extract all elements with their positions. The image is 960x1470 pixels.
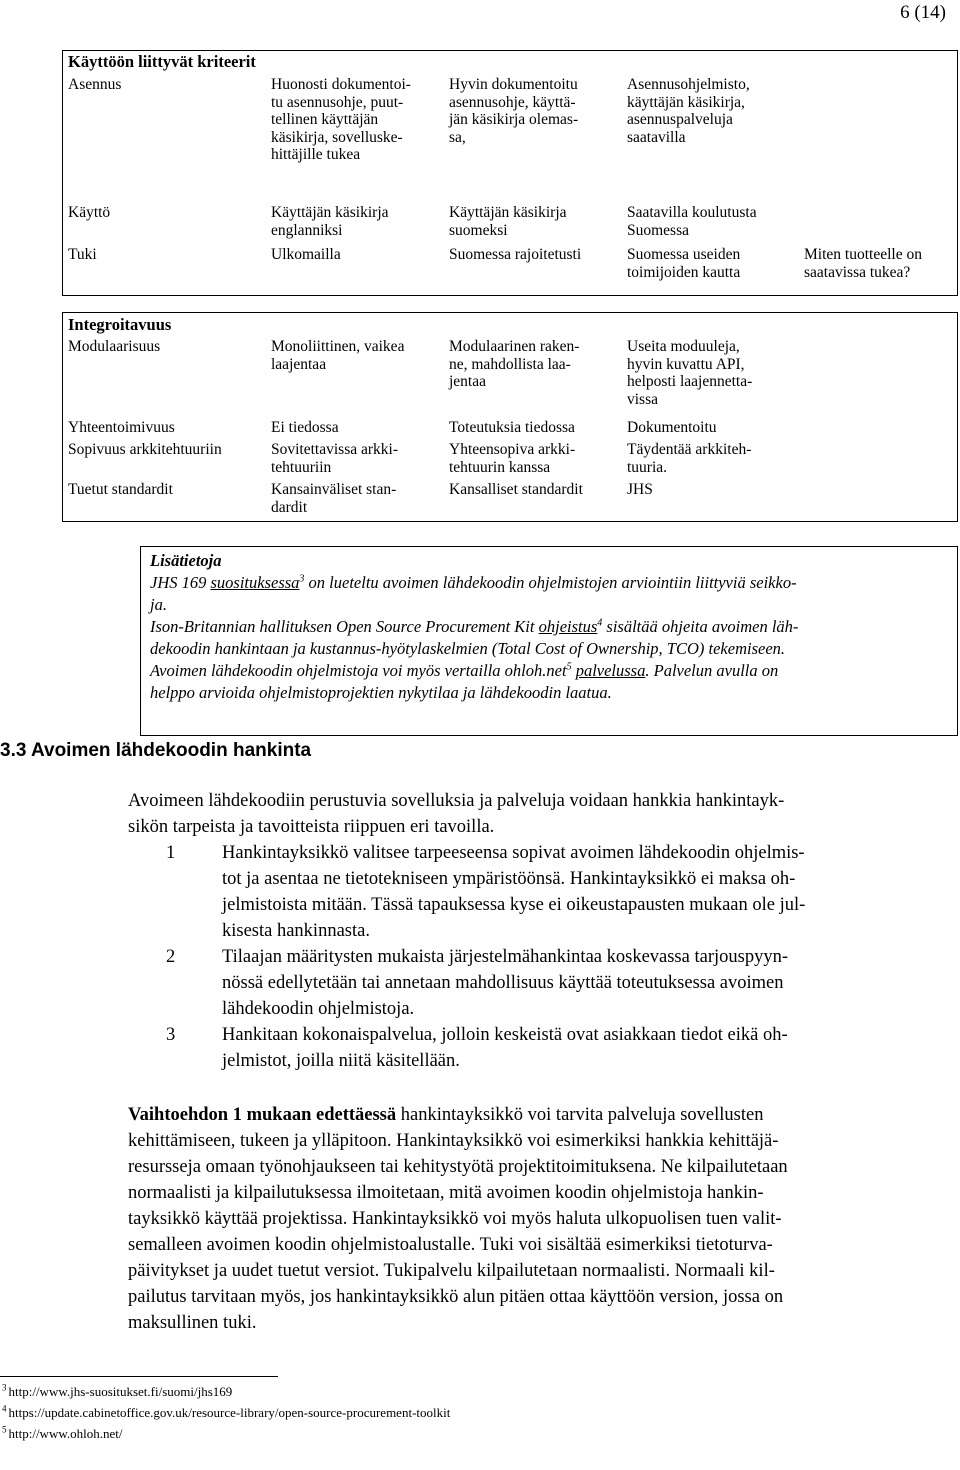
- paragraph-line: päivitykset ja uudet tuetut versiot. Tukipalvelu kilpailutetaan normaalisti. Normaali kil-: [128, 1261, 775, 1281]
- more-info-paragraph-2: Ison-Britannian hallituksen Open Source Procurement Kit ohjeistus$^4$ sisältää ohjeita avoimen läh- dekoodin hankintaan ja kustannus-hyötylaskelmien (Total Cost of Ownership, TCO) tekemiseen.: [150, 617, 799, 658]
- paragraph-line: kehittämiseen, tukeen ja ylläpitoon. Hankintayksikkö voi esimerkiksi hankkia kehittäjä-: [128, 1131, 779, 1151]
- row-label: Modulaarisuus: [68, 338, 161, 355]
- paragraph-line: maksullinen tuki.: [128, 1313, 257, 1333]
- paragraph-line: semalleen avoimen koodin ohjelmistoalustalle. Tuki voi sisältää esimerkiksi tietoturva-: [128, 1235, 773, 1255]
- paragraph-line: normaalisti ja kilpailutuksessa ilmoitetaan, mitä avoimen koodin ohjelmistoja hankin-: [128, 1183, 764, 1203]
- list-line: Tilaajan määritysten mukaista järjestelmähankintaa koskevassa tarjouspyyn-: [222, 947, 788, 967]
- footnote: [2, 1426, 123, 1441]
- table-cell: Toteutuksia tiedossa: [449, 419, 575, 436]
- table-cell: Kansalliset standardit: [449, 481, 583, 498]
- table-cell: Asennusohjelmisto, käyttäjän käsikirja, asennuspalveluja saatavilla: [627, 76, 750, 146]
- row-label: Tuetut standardit: [68, 481, 173, 498]
- list-number: 1: [166, 843, 176, 863]
- table-cell: Kansainväliset stan- dardit: [271, 481, 397, 516]
- list-number: 2: [166, 947, 176, 967]
- page-number: 6 (14): [900, 2, 946, 23]
- more-info-paragraph-3: Avoimen lähdekoodin ohjelmistoja voi myös vertailla ohloh.net$^5$ palvelussa. Palvelun avulla on helppo arvioida ohjelmistoprojektien nykytilaa ja lähdekoodin laatua.: [150, 661, 779, 702]
- list-item: [222, 840, 960, 944]
- section-intro: Avoimeen lähdekoodiin perustuvia sovelluksia ja palveluja voidaan hankkia hankintayk- sikön tarpeista ja tavoitteista riippuen eri tavoilla.: [128, 791, 785, 837]
- paragraph-line: Vaihtoehdon 1 mukaan edettäessä hankintayksikkö voi tarvita palveluja sovellusten: [128, 1105, 764, 1125]
- jhs169-link[interactable]: suosituksessa: [210, 573, 300, 592]
- paragraph-line: resursseja omaan työnohjaukseen tai kehitystyötä projektitoimituksena. Ne kilpailutetaan: [128, 1157, 788, 1177]
- list-line: Hankintayksikkö valitsee tarpeeseensa sopivat avoimen lähdekoodin ohjelmis-: [222, 843, 805, 863]
- section-heading: 3.3 Avoimen lähdekoodin hankinta: [0, 740, 312, 761]
- list-number: 3: [166, 1025, 176, 1045]
- row-label: Asennus: [68, 76, 122, 93]
- footnote-number: 3: [2, 1382, 7, 1393]
- integrability-title: Integroitavuus: [68, 315, 172, 334]
- table-cell: JHS: [627, 481, 653, 498]
- table-cell: Täydentää arkkiteh- tuuria.: [627, 441, 752, 476]
- table-cell: Yhteensopiva arkki- tehtuurin kanssa: [449, 441, 576, 476]
- list-line: lähdekoodin ohjelmistoja.: [222, 999, 415, 1019]
- footnote-number: 4: [2, 1403, 7, 1414]
- list-line: jelmistot, joilla niitä käsitellään.: [222, 1051, 460, 1071]
- table-cell: Saatavilla koulutusta Suomessa: [627, 204, 757, 239]
- paragraph-line: pailutus tarvitaan myös, jos hankintayksikkö alun pitäen ottaa käyttöön version, jossa on: [128, 1287, 784, 1307]
- more-info-paragraph-1: JHS 169 suosituksessa$^3$ on lueteltu avoimen lähdekoodin ohjelmistojen arviointiin liittyviä seikko- ja.: [150, 573, 797, 614]
- footnote-number: 5: [2, 1424, 7, 1435]
- list-line: Hankitaan kokonaispalvelua, jolloin keskeistä ovat asiakkaan tiedot eikä oh-: [222, 1025, 788, 1045]
- more-info-title: Lisätietoja: [150, 551, 222, 570]
- table-cell: Monoliittinen, vaikea laajentaa: [271, 338, 405, 373]
- table-cell: Sovitettavissa arkki- tehtuuriin: [271, 441, 398, 476]
- list-item: [222, 1022, 960, 1074]
- row-label: Käyttö: [68, 204, 111, 221]
- row-label: Tuki: [68, 246, 97, 263]
- footnote-link[interactable]: http://www.jhs-suositukset.fi/suomi/jhs169: [8, 1384, 233, 1399]
- procurement-kit-link[interactable]: ohjeistus: [538, 617, 598, 636]
- table-cell: Miten tuotteelle on saatavissa tukea?: [804, 246, 922, 281]
- paragraph-line: tayksikkö käyttää projektissa. Hankintayksikkö voi myös haluta ulkopuolisen tuen valit-: [128, 1209, 782, 1229]
- table-cell: Useita moduuleja, hyvin kuvattu API, helposti laajennetta- vissa: [627, 338, 753, 408]
- table-cell: Käyttäjän käsikirja suomeksi: [449, 204, 567, 239]
- list-line: jelmistoista mitään. Tässä tapauksessa kyse ei oikeustapausten mukaan ole jul-: [222, 895, 806, 915]
- footnote-link[interactable]: https://update.cabinetoffice.gov.uk/resource-library/open-source-procurement-toolkit: [8, 1405, 451, 1420]
- table-cell: Huonosti dokumentoi- tu asennusohje, puut- tellinen käyttäjän käsikirja, sovelluske- hittäjille tukea: [271, 76, 411, 163]
- table-cell: Ulkomailla: [271, 246, 341, 263]
- footnote: [2, 1384, 232, 1399]
- footnote-separator: [0, 1376, 278, 1377]
- row-label: Yhteentoimivuus: [68, 419, 175, 436]
- table-cell: Dokumentoitu: [627, 419, 717, 436]
- table-cell: Ei tiedossa: [271, 419, 339, 436]
- row-label: Sopivuus arkkitehtuuriin: [68, 441, 222, 458]
- option-1-paragraph: [128, 1102, 958, 1336]
- usage-criteria-title: Käyttöön liittyvät kriteerit: [68, 52, 256, 71]
- table-cell: Käyttäjän käsikirja englanniksi: [271, 204, 389, 239]
- table-cell: Suomessa useiden toimijoiden kautta: [627, 246, 741, 281]
- footnote: [2, 1405, 450, 1420]
- list-item: [222, 944, 960, 1022]
- ohloh-link[interactable]: palvelussa: [575, 661, 646, 680]
- table-cell: Hyvin dokumentoitu asennusohje, käyttä- jän käsikirja olemas- sa,: [449, 76, 579, 146]
- table-cell: Modulaarinen raken- ne, mahdollista laa- jentaa: [449, 338, 580, 390]
- list-line: tot ja asentaa ne tietotekniseen ympäristöönsä. Hankintayksikkö ei maksa oh-: [222, 869, 796, 889]
- footnote-link[interactable]: http://www.ohloh.net/: [8, 1426, 123, 1441]
- table-cell: Suomessa rajoitetusti: [449, 246, 582, 263]
- list-line: nössä edellytetään tai annetaan mahdollisuus käyttää toteutuksessa avoimen: [222, 973, 784, 993]
- list-line: kisesta hankinnasta.: [222, 921, 370, 941]
